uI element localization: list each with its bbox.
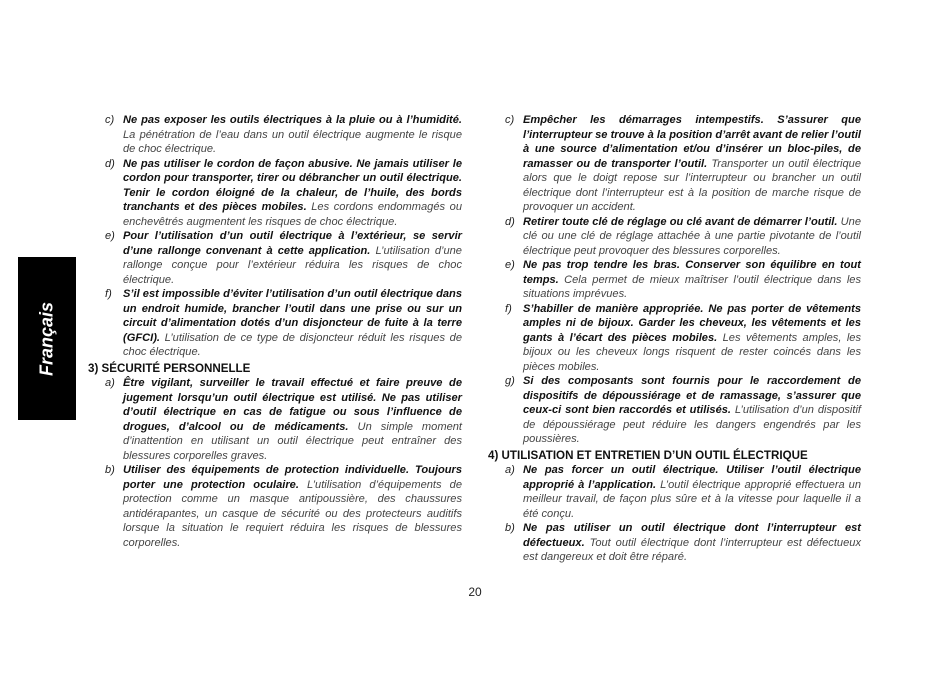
item-bold-text: Ne pas exposer les outils électriques à la pluie ou à l’humidité. (123, 114, 462, 126)
item-bold-text: Ne pas trop tendre les bras. Conserver son équilibre en tout temps. (523, 259, 861, 286)
list-item (88, 463, 462, 550)
item-bold-text: S’il est impossible d’éviter l’utilisation d’un outil électrique dans un endroit humide, brancher l’outil dans une prise ou sur un circuit d’alimentation dotés d’un disjoncteur de fuite à la terre (GFCI). (123, 288, 462, 344)
item-bold-text: Retirer toute clé de réglage ou clé avant de démarrer l’outil. (523, 215, 838, 228)
item-text: Les vêtements amples, les bijoux ou les cheveux longs risquent de rester coincés dans les pièces mobiles. (523, 331, 861, 373)
list-item (488, 113, 861, 215)
list-item (488, 215, 861, 259)
list-item (488, 374, 861, 447)
section-heading: 4) UTILISATION ET ENTRETIEN D’UN OUTIL ÉLECTRIQUE (488, 448, 808, 462)
item-bold-text: Être vigilant, surveiller le travail effectué et faire preuve de jugement lorsqu’un outil électrique est utilisé. Ne pas utiliser d’outil électrique en cas de fatigue ou sous l’influence de drogues, d’alcool ou de médicaments. (123, 377, 462, 433)
list-item (88, 157, 462, 230)
item-letter: d) (505, 215, 515, 228)
item-text: Les cordons endommagés ou enchevêtrés augmentent les risques de choc électrique. (123, 201, 462, 228)
list-item (488, 302, 861, 375)
item-bold-text: Ne pas utiliser un outil électrique dont l’interrupteur est défectueux. (523, 522, 861, 549)
item-bold-text: Empêcher les démarrages intempestifs. S’assurer que l’interrupteur se trouve à la position d’arrêt avant de relier l’outil à une source d’alimentation et/ou d’insérer un bloc-piles, de ramasser ou de transporter l’outil. (523, 114, 861, 170)
item-letter: g) (505, 375, 515, 387)
language-tab (18, 257, 76, 420)
item-letter: c) (505, 114, 515, 126)
item-letter: d) (105, 157, 115, 170)
item-text: Cela permet de mieux maîtriser l’outil électrique dans les situations imprévues. (523, 273, 861, 300)
language-tab-label: Français (36, 301, 57, 376)
page-number: 20 (468, 585, 482, 599)
list-item (88, 113, 462, 157)
list-item (88, 229, 462, 287)
item-text: L’utilisation d’une rallonge conçue pour l’extérieur réduira les risques de choc électrique. (123, 244, 462, 286)
item-bold-text: S’habiller de manière appropriée. Ne pas porter de vêtements amples ni de bijoux. Garder les cheveux, les vêtements et les gants à l’écart des pièces mobiles. (523, 302, 861, 344)
left-column (88, 113, 462, 550)
item-letter: c) (105, 114, 115, 126)
item-text: Une clé ou une clé de réglage attachée à une partie pivotante de l’outil électrique peut provoquer des blessures corporelles. (523, 215, 861, 257)
item-letter: b) (505, 522, 515, 534)
item-text: Un simple moment d’inattention en utilisant un outil électrique peut entraîner des blessures corporelles graves. (123, 420, 462, 462)
item-bold-text: Ne pas utiliser le cordon de façon abusive. Ne jamais utiliser le cordon pour transporter, tirer ou débrancher un outil électrique. Tenir le cordon éloigné de la chaleur, de l’huile, des bords tranchants et des pièces mobiles. (123, 157, 462, 213)
list-item (488, 258, 861, 302)
item-text: Tout outil électrique dont l’interrupteur est défectueux est dangereux et doit être réparé. (523, 536, 861, 563)
item-letter: f) (105, 288, 112, 300)
item-letter: a) (105, 377, 115, 389)
item-letter: b) (105, 464, 115, 476)
item-text: L’utilisation d’un dispositif de dépoussiérage peut réduire les dangers engendrés par les poussières. (523, 404, 862, 445)
item-text: Transporter un outil électrique alors que le doigt repose sur l’interrupteur ou brancher un outil électrique dont l’interrupteur est à la position de marche risque de provoquer un accident. (523, 157, 861, 213)
list-item (88, 287, 462, 360)
item-bold-text: Si des composants sont fournis pour le raccordement de dispositifs de dépoussiérage et de ramassage, s’assurer que ceux-ci sont bien raccordés et utilisés. (523, 375, 861, 416)
right-column (488, 113, 861, 565)
list-item (88, 376, 462, 463)
list-item (488, 521, 861, 565)
item-text: L’outil électrique approprié effectuera un meilleur travail, de façon plus sûre et à la vitesse pour laquelle il a été conçu. (523, 478, 861, 520)
list-item (488, 463, 861, 521)
section-heading: 3) SÉCURITÉ PERSONNELLE (88, 361, 251, 375)
item-bold-text: Utiliser des équipements de protection individuelle. Toujours porter une protection oculaire. (123, 464, 462, 491)
item-letter: e) (505, 259, 515, 271)
item-text: L’utilisation de ce type de disjoncteur réduit les risques de choc électrique. (123, 331, 462, 358)
item-letter: a) (505, 464, 515, 476)
item-letter: e) (105, 230, 115, 242)
item-bold-text: Pour l’utilisation d’un outil électrique à l’extérieur, se servir d’une rallonge convenant à cette application. (123, 230, 462, 257)
item-bold-text: Ne pas forcer un outil électrique. Utiliser l’outil électrique approprié à l’application. (523, 464, 861, 491)
item-text: La pénétration de l’eau dans un outil électrique augmente le risque de choc électrique. (123, 128, 462, 155)
item-text: L’utilisation d’équipements de protection comme un masque antipoussière, des chaussures antidérapantes, un casque de sécurité ou des protecteurs auditifs lorsque la situation le requiert réduira les risques de blessures corporelles. (123, 478, 462, 549)
item-letter: f) (505, 302, 512, 315)
